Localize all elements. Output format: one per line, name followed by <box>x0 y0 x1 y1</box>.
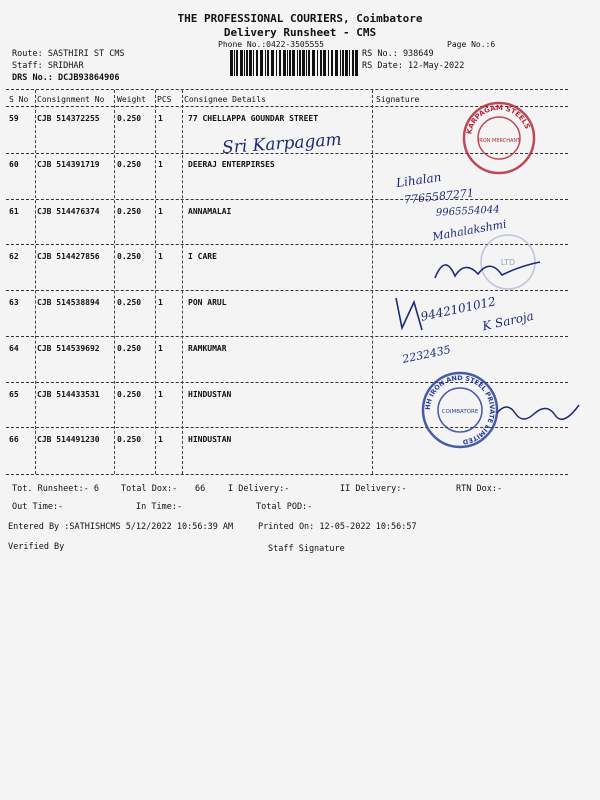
row-sno: 61 <box>9 207 19 216</box>
stamp1-center-text: IRON MERCHANT <box>477 138 521 144</box>
handwritten-signature-3b: Mahalakshmi <box>431 217 508 244</box>
row-weight: 0.250 <box>117 344 142 353</box>
row-consignment: CJB 514491230 <box>37 435 100 444</box>
handwritten-signature-2b: 7765587271 <box>403 186 475 207</box>
row-sno: 63 <box>9 298 19 307</box>
row-consignee: DEERAJ ENTERPIRSES <box>188 160 275 169</box>
stamp2-ring-text: HH IRON AND STEEL PRIVATE LIMITED <box>423 373 497 446</box>
table-bottom-rule <box>6 474 568 475</box>
row-consignee: PON ARUL <box>188 298 227 307</box>
handwritten-scribble-7 <box>495 395 585 425</box>
row-pcs: 1 <box>158 114 163 123</box>
barcode-bar <box>246 50 248 76</box>
row-sno: 60 <box>9 160 19 169</box>
barcode-bar <box>302 50 305 76</box>
col-header-weight: Weight <box>117 95 146 104</box>
total-dox-label: Total Dox:- <box>121 484 178 494</box>
handwritten-signature-5b: K Saroja <box>481 308 535 334</box>
hh-iron-steel-stamp <box>420 370 500 450</box>
barcode-bar <box>352 50 354 76</box>
column-separator <box>35 90 36 474</box>
column-separator <box>372 90 373 474</box>
row-divider <box>6 336 568 337</box>
entered-by: Entered By :SATHISHCMS 5/12/2022 10:56:39 AM <box>8 522 234 532</box>
total-runsheet: Tot. Runsheet:- 6 <box>12 484 99 494</box>
row-weight: 0.250 <box>117 160 142 169</box>
rs-date: RS Date: 12-May-2022 <box>362 61 465 71</box>
column-separator <box>114 90 115 474</box>
row-consignee: HINDUSTAN <box>188 435 232 444</box>
barcode-bar <box>265 50 266 76</box>
barcode-bar <box>256 50 258 76</box>
barcode-bar <box>299 50 301 76</box>
barcode-bar <box>342 50 344 76</box>
row-consignee: I CARE <box>188 252 217 261</box>
barcode-bar <box>287 50 288 76</box>
table-top-rule <box>6 89 568 90</box>
printed-on: Printed On: 12-05-2022 10:56:57 <box>258 522 417 532</box>
handwritten-signature-1: Sri Karpagam <box>221 129 343 159</box>
company-title: THE PROFESSIONAL COURIERS, Coimbatore <box>177 12 423 25</box>
stamp2-center-text: COIMBATORE <box>441 409 479 415</box>
barcode-bar <box>323 50 326 76</box>
col-header-signature: Signature <box>376 95 420 104</box>
row-consignment: CJB 514433531 <box>37 390 100 399</box>
barcode-bar <box>355 50 358 76</box>
row-sno: 64 <box>9 344 19 353</box>
row-consignment: CJB 514538894 <box>37 298 100 307</box>
handwritten-signature-6: 2232435 <box>401 343 452 366</box>
row-pcs: 1 <box>158 344 163 353</box>
barcode-bar <box>253 50 254 76</box>
barcode-bar <box>240 50 243 76</box>
barcode-bar <box>317 50 318 76</box>
in-time: In Time:- <box>136 502 183 512</box>
out-time: Out Time:- <box>12 502 64 512</box>
row-consignee: HINDUSTAN <box>188 390 232 399</box>
row-consignee: 77 CHELLAPPA GOUNDAR STREET <box>188 114 319 123</box>
row-consignee: ANNAMALAI <box>188 207 232 216</box>
row-sno: 65 <box>9 390 19 399</box>
barcode-bar <box>331 50 333 76</box>
handwritten-scribble-4 <box>430 248 550 288</box>
handwritten-signature-5a: 9442101012 <box>419 294 497 324</box>
barcode-bar <box>236 50 238 76</box>
rtn-dox: RTN Dox:- <box>456 484 503 494</box>
staff-signature: Staff Signature <box>268 544 345 554</box>
row-pcs: 1 <box>158 207 163 216</box>
staff-label: Staff: SRIDHAR <box>12 61 84 71</box>
phone-number: Phone No.:0422-3505555 <box>218 40 324 49</box>
barcode-image <box>230 50 360 76</box>
barcode-bar <box>349 50 350 76</box>
barcode-bar <box>234 50 235 76</box>
barcode-bar <box>328 50 329 76</box>
barcode-bar <box>260 50 263 76</box>
verified-by: Verified By <box>8 542 65 552</box>
row-consignment: CJB 514476374 <box>37 207 100 216</box>
page-number: Page No.:6 <box>447 40 496 49</box>
svg-text:KARPAGAM STEELS <box>465 104 531 135</box>
col-header-consignee: Consignee Details <box>184 95 266 104</box>
col-header-pcs: PCS <box>157 95 172 104</box>
row-sno: 62 <box>9 252 19 261</box>
row-divider <box>6 199 568 200</box>
barcode-bar <box>306 50 307 76</box>
row-consignee: RAMKUMAR <box>188 344 227 353</box>
col-header-consignment: Consignment No <box>37 95 105 104</box>
column-separator <box>155 90 156 474</box>
barcode-bar <box>297 50 298 76</box>
barcode-bar <box>312 50 315 76</box>
total-pod: Total POD:- <box>256 502 313 512</box>
barcode-bar <box>230 50 233 76</box>
column-separator <box>182 90 183 474</box>
row-weight: 0.250 <box>117 114 142 123</box>
row-pcs: 1 <box>158 390 163 399</box>
row-weight: 0.250 <box>117 298 142 307</box>
row-weight: 0.250 <box>117 435 142 444</box>
handwritten-signature-2a: Lihalan <box>395 169 443 191</box>
row-sno: 66 <box>9 435 19 444</box>
stamp1-ring-text: KARPAGAM STEELS <box>465 103 532 135</box>
handwritten-signature-3a: 9965554044 <box>435 204 500 219</box>
stamp3-text: LTD <box>500 258 516 267</box>
barcode-bar <box>271 50 274 76</box>
row-pcs: 1 <box>158 298 163 307</box>
row-consignment: CJB 514427856 <box>37 252 100 261</box>
row-pcs: 1 <box>158 160 163 169</box>
row-sno: 59 <box>9 114 19 123</box>
document-subtitle: Delivery Runsheet - CMS <box>223 26 377 39</box>
row-consignment: CJB 514391719 <box>37 160 100 169</box>
row-pcs: 1 <box>158 252 163 261</box>
row-weight: 0.250 <box>117 390 142 399</box>
i-delivery: I Delivery:- <box>228 484 290 494</box>
barcode-bar <box>292 50 295 76</box>
rs-number: RS No.: 938649 <box>362 49 434 59</box>
karpagam-steels-stamp <box>461 100 537 176</box>
route-label: Route: SASTHIRI ST CMS <box>12 49 125 59</box>
barcode-bar <box>249 50 252 76</box>
barcode-bar <box>244 50 245 76</box>
barcode-bar <box>345 50 348 76</box>
drs-number: DRS No.: DCJB93864906 <box>12 73 120 83</box>
total-dox-value: 66 <box>195 484 206 494</box>
row-consignment: CJB 514539692 <box>37 344 100 353</box>
row-pcs: 1 <box>158 435 163 444</box>
barcode-bar <box>320 50 322 76</box>
row-consignment: CJB 514372255 <box>37 114 100 123</box>
col-header-sno: S No <box>9 95 29 104</box>
barcode-bar <box>276 50 277 76</box>
barcode-bar <box>283 50 286 76</box>
ii-delivery: II Delivery:- <box>340 484 407 494</box>
row-weight: 0.250 <box>117 252 142 261</box>
barcode-bar <box>279 50 281 76</box>
barcode-bar <box>308 50 310 76</box>
barcode-bar <box>267 50 269 76</box>
barcode-bar <box>335 50 338 76</box>
barcode-bar <box>289 50 291 76</box>
row-weight: 0.250 <box>117 207 142 216</box>
barcode-bar <box>340 50 341 76</box>
